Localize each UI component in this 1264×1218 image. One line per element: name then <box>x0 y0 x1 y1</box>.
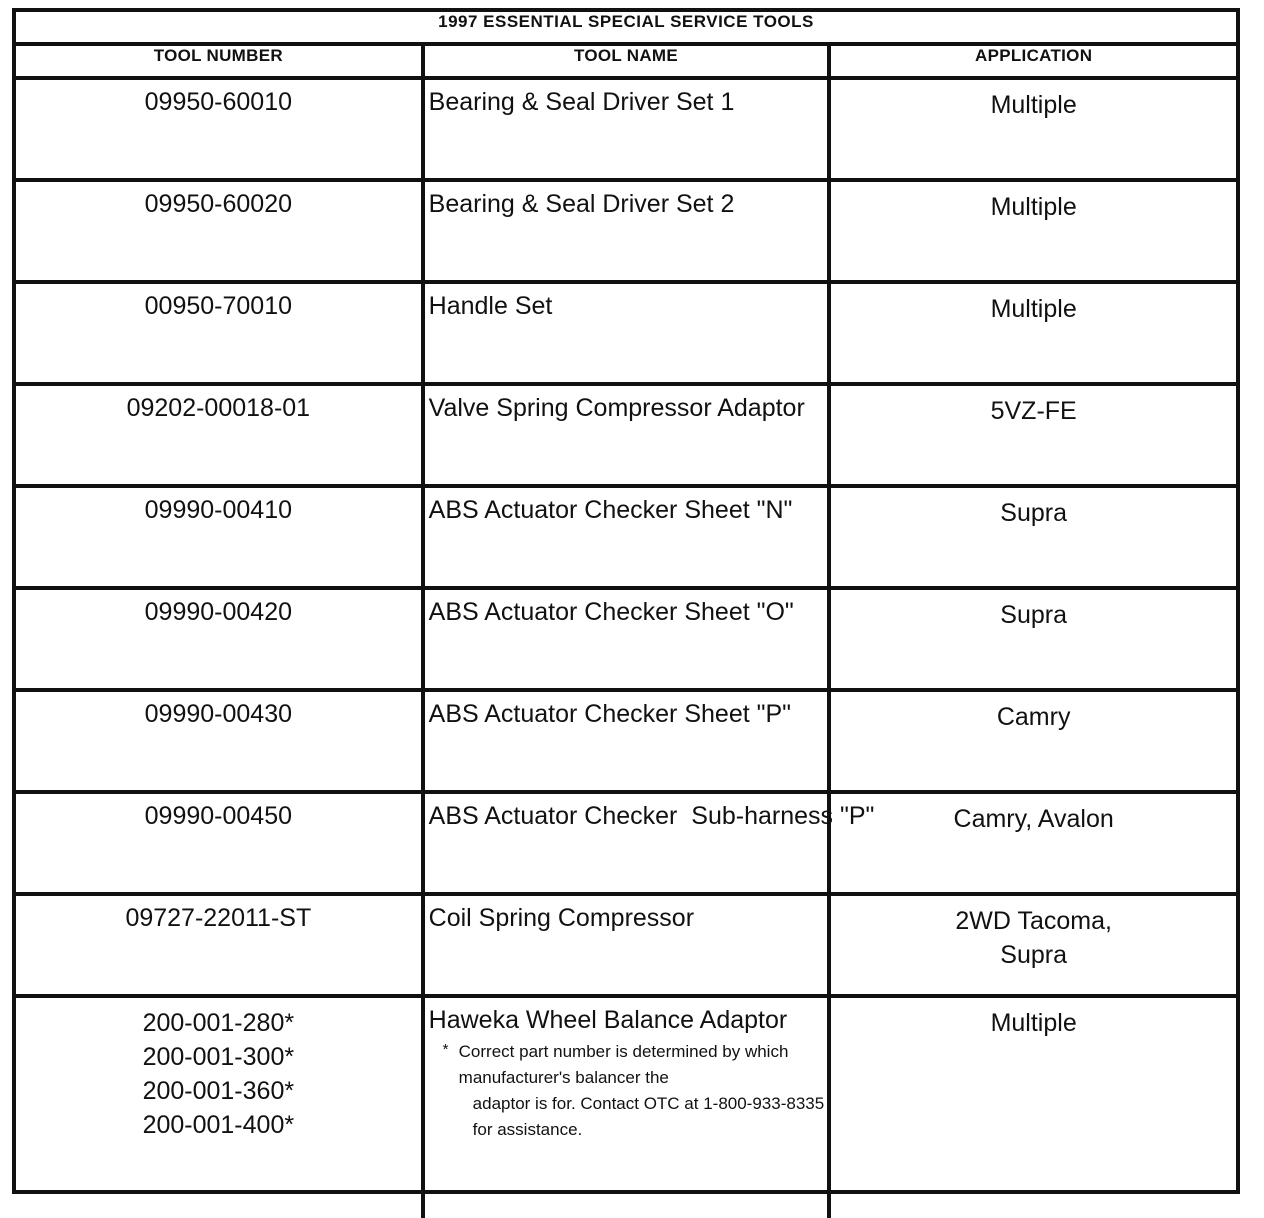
table-row <box>16 792 1236 894</box>
table-row <box>16 894 1236 996</box>
footnote-text <box>443 1039 828 1143</box>
table-row <box>16 282 1236 384</box>
tool-name-cell: ABS Actuator Checker Sheet "P" <box>423 690 830 792</box>
application-cell: Multiple <box>829 78 1236 180</box>
header-application: APPLICATION <box>829 44 1236 78</box>
tool-name-cell: ABS Actuator Checker Sheet "O" <box>423 588 830 690</box>
footnote-line: adaptor is for. Contact OTC at 1-800-933-8335 for assistance. <box>472 1094 825 1139</box>
application-cell <box>829 894 1236 996</box>
tool-number-cell: 09950-60010 <box>16 78 423 180</box>
tool-name-cell: Valve Spring Compressor Adaptor <box>423 384 830 486</box>
table-row <box>16 588 1236 690</box>
tool-number-line: 200-001-360* <box>142 1077 295 1105</box>
table-row <box>16 78 1236 180</box>
table-title-row <box>16 12 1236 44</box>
tool-number-cell: 09990-00420 <box>16 588 423 690</box>
footnote-mark: * <box>442 1041 449 1058</box>
table-row <box>16 996 1236 1218</box>
tool-number-cell: 09727-22011-ST <box>16 894 423 996</box>
tool-name-cell <box>423 996 830 1218</box>
tool-name-cell: Bearing & Seal Driver Set 1 <box>423 78 830 180</box>
tool-name: Haweka Wheel Balance Adaptor <box>428 1006 788 1034</box>
tool-number-cell: 09202-00018-01 <box>16 384 423 486</box>
application-cell: Supra <box>829 486 1236 588</box>
tools-table-container <box>12 8 1240 1194</box>
tool-number-line: 200-001-300* <box>142 1043 295 1071</box>
tool-name-cell: Coil Spring Compressor <box>423 894 830 996</box>
table-header-row <box>16 44 1236 78</box>
header-tool-name: TOOL NAME <box>423 44 830 78</box>
tool-number-line: 200-001-400* <box>142 1111 295 1139</box>
application-cell: Supra <box>829 588 1236 690</box>
table-row <box>16 690 1236 792</box>
application-line: Supra <box>1000 941 1068 969</box>
application-line: 2WD Tacoma, <box>955 907 1112 935</box>
tool-number-cell: 09990-00430 <box>16 690 423 792</box>
footnote <box>429 1039 828 1143</box>
table-row <box>16 180 1236 282</box>
application-cell: Camry <box>829 690 1236 792</box>
tool-number-cell <box>16 996 423 1218</box>
table-row <box>16 486 1236 588</box>
tool-number-cell: 00950-70010 <box>16 282 423 384</box>
application-cell: Multiple <box>829 996 1236 1218</box>
tool-name-cell: ABS Actuator Checker Sub-harness "P" <box>423 792 830 894</box>
tool-number-line: 200-001-280* <box>142 1009 295 1037</box>
table-row <box>16 384 1236 486</box>
application-cell: Multiple <box>829 282 1236 384</box>
footnote-line: Correct part number is determined by which manufacturer's balancer the <box>458 1042 789 1087</box>
tool-name-cell: Bearing & Seal Driver Set 2 <box>423 180 830 282</box>
application-cell: Multiple <box>829 180 1236 282</box>
application-cell: Camry, Avalon <box>829 792 1236 894</box>
essential-tools-table <box>16 12 1236 1218</box>
tool-number-cell: 09990-00450 <box>16 792 423 894</box>
tool-name-cell: ABS Actuator Checker Sheet "N" <box>423 486 830 588</box>
tool-number-cell: 09950-60020 <box>16 180 423 282</box>
tool-number-cell: 09990-00410 <box>16 486 423 588</box>
header-tool-number: TOOL NUMBER <box>16 44 423 78</box>
tool-name-cell: Handle Set <box>423 282 830 384</box>
table-title: 1997 ESSENTIAL SPECIAL SERVICE TOOLS <box>16 12 1236 44</box>
application-cell: 5VZ-FE <box>829 384 1236 486</box>
